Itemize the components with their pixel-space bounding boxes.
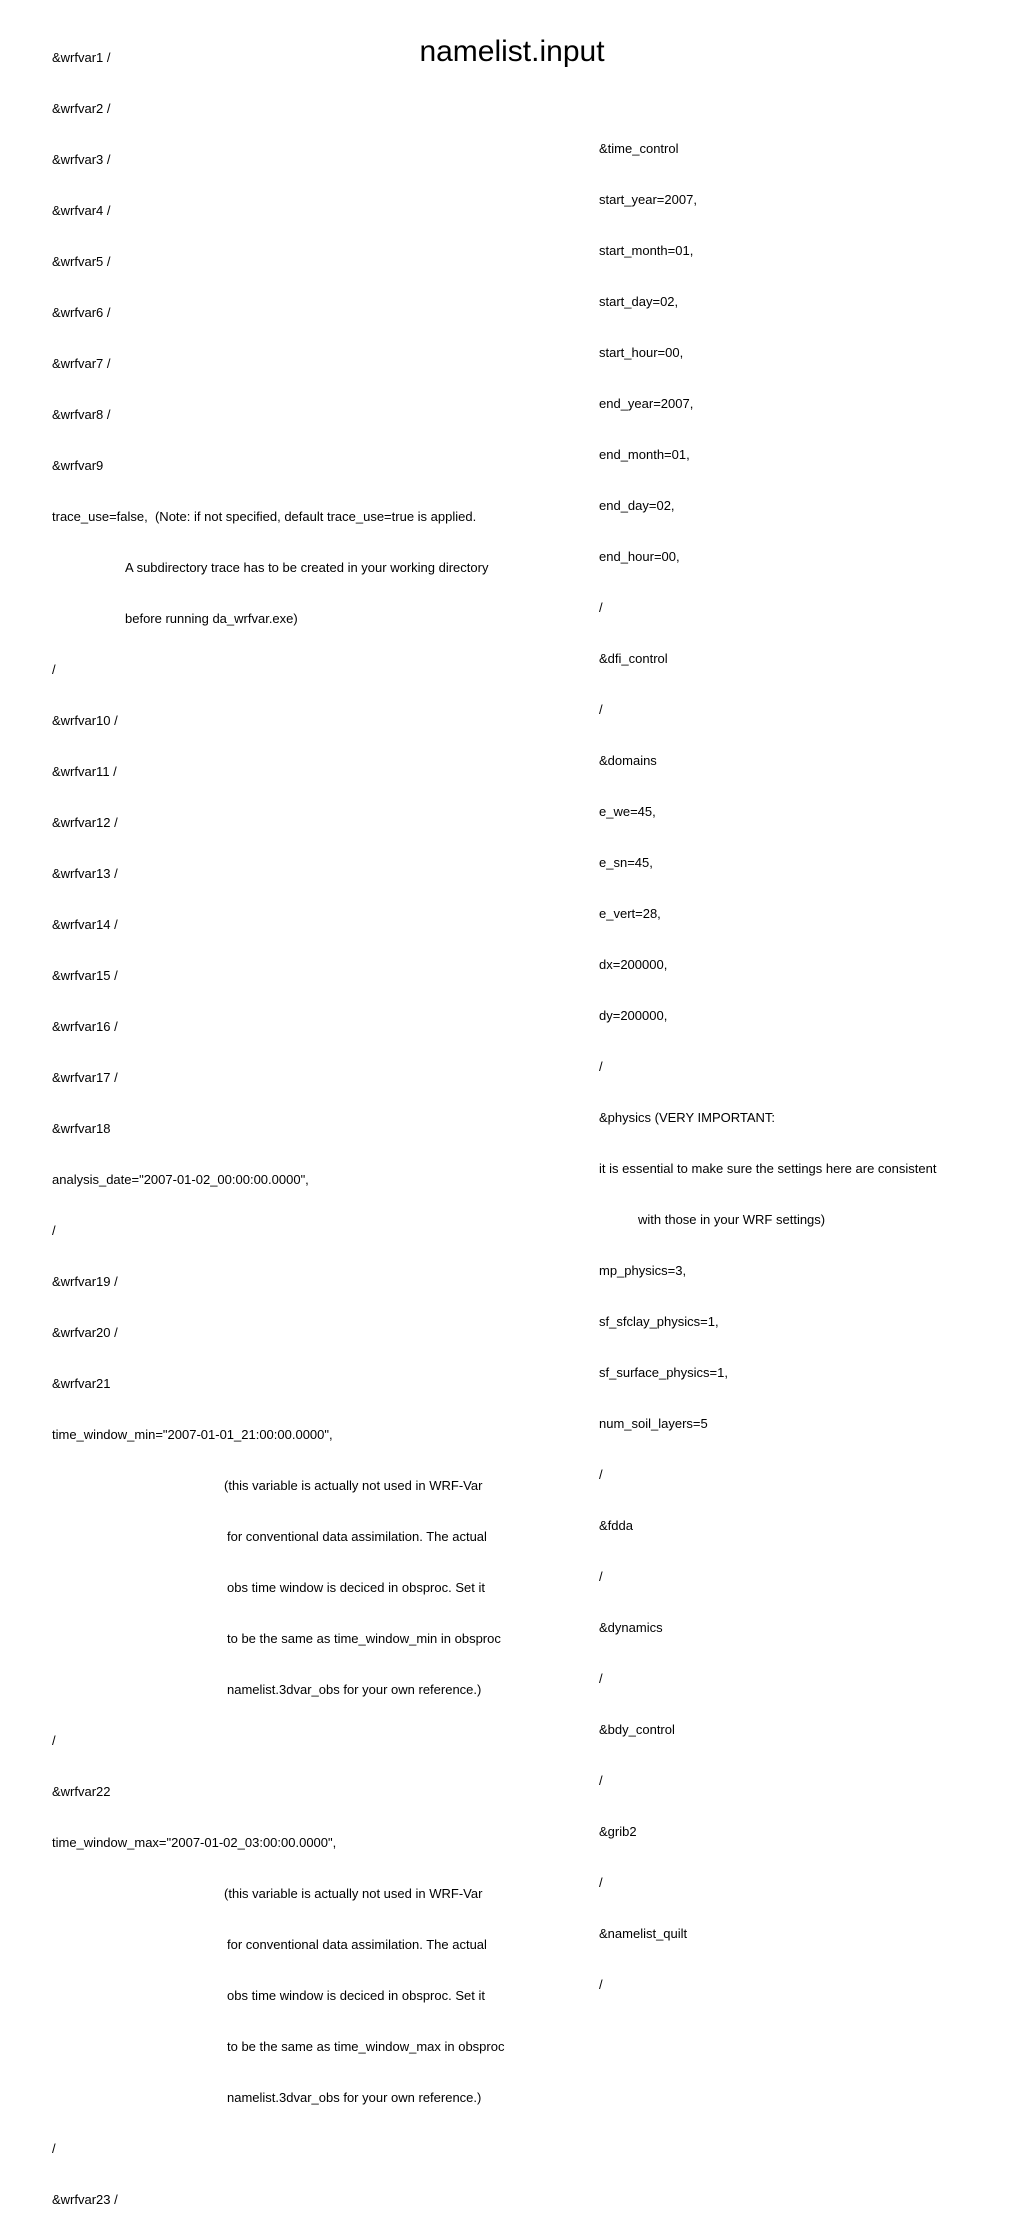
namelist-line: /: [599, 1977, 603, 1992]
namelist-line: &wrfvar23 /: [52, 2192, 118, 2207]
namelist-line: &dynamics: [599, 1620, 663, 1635]
namelist-line: &time_control: [599, 141, 679, 156]
namelist-line: &wrfvar3 /: [52, 152, 111, 167]
note-line: namelist.3dvar_obs for your own reference.): [227, 2090, 482, 2105]
namelist-line: &wrfvar10 /: [52, 713, 118, 728]
namelist-line: &wrfvar16 /: [52, 1019, 118, 1034]
namelist-line: end_day=02,: [599, 498, 675, 513]
namelist-line: &wrfvar9: [52, 458, 104, 473]
namelist-line: /: [599, 1059, 603, 1074]
namelist-line: &wrfvar18: [52, 1121, 111, 1136]
namelist-line: start_day=02,: [599, 294, 679, 309]
namelist-line: /: [599, 600, 603, 615]
namelist-line: &wrfvar15 /: [52, 968, 118, 983]
namelist-line: start_hour=00,: [599, 345, 684, 360]
namelist-line: e_sn=45,: [599, 855, 653, 870]
namelist-line: dx=200000,: [599, 957, 668, 972]
namelist-line: &wrfvar7 /: [52, 356, 111, 371]
namelist-line: &wrfvar11 /: [52, 764, 117, 779]
note-line: (this variable is actually not used in WRF-Var: [224, 1886, 483, 1901]
namelist-line: /: [52, 662, 56, 677]
note-line: before running da_wrfvar.exe): [125, 611, 298, 626]
namelist-line: start_month=01,: [599, 243, 694, 258]
namelist-line: &fdda: [599, 1518, 633, 1533]
namelist-line: &wrfvar20 /: [52, 1325, 118, 1340]
namelist-line: time_window_max="2007-01-02_03:00:00.0000",: [52, 1835, 337, 1850]
namelist-line: /: [599, 1773, 603, 1788]
namelist-line: /: [52, 1733, 56, 1748]
namelist-line: &wrfvar8 /: [52, 407, 111, 422]
namelist-line: time_window_min="2007-01-01_21:00:00.0000",: [52, 1427, 333, 1442]
namelist-line: &wrfvar13 /: [52, 866, 118, 881]
namelist-line: /: [599, 1671, 603, 1686]
namelist-line: trace_use=false, (Note: if not specified, default trace_use=true is applied.: [52, 509, 477, 524]
wrfvar-namelist-column: [52, 15, 504, 2225]
namelist-line: &physics (VERY IMPORTANT:: [599, 1110, 776, 1125]
namelist-line: &wrfvar17 /: [52, 1070, 118, 1085]
namelist-line: &wrfvar22: [52, 1784, 111, 1799]
note-line: to be the same as time_window_max in obsproc: [227, 2039, 505, 2054]
namelist-line: &wrfvar2 /: [52, 101, 111, 116]
wrf-namelist-column: [599, 106, 936, 2010]
note-line: with those in your WRF settings): [638, 1212, 826, 1227]
namelist-line: /: [52, 1223, 56, 1238]
namelist-line: end_year=2007,: [599, 396, 694, 411]
namelist-line: it is essential to make sure the settings here are consistent: [599, 1161, 937, 1176]
namelist-line: &wrfvar5 /: [52, 254, 111, 269]
namelist-line: /: [599, 1569, 603, 1584]
namelist-line: /: [599, 702, 603, 717]
namelist-line: num_soil_layers=5: [599, 1416, 708, 1431]
namelist-line: mp_physics=3,: [599, 1263, 687, 1278]
note-line: for conventional data assimilation. The actual: [227, 1529, 487, 1544]
namelist-line: &wrfvar12 /: [52, 815, 118, 830]
namelist-line: &wrfvar14 /: [52, 917, 118, 932]
namelist-line: dy=200000,: [599, 1008, 668, 1023]
namelist-line: end_month=01,: [599, 447, 690, 462]
namelist-line: &domains: [599, 753, 657, 768]
namelist-line: /: [599, 1875, 603, 1890]
namelist-line: &wrfvar21: [52, 1376, 111, 1391]
namelist-line: /: [52, 2141, 56, 2156]
namelist-line: &wrfvar4 /: [52, 203, 111, 218]
namelist-line: &wrfvar19 /: [52, 1274, 118, 1289]
note-line: to be the same as time_window_min in obsproc: [227, 1631, 501, 1646]
namelist-line: sf_sfclay_physics=1,: [599, 1314, 719, 1329]
note-line: for conventional data assimilation. The actual: [227, 1937, 487, 1952]
namelist-line: &dfi_control: [599, 651, 668, 666]
namelist-line: start_year=2007,: [599, 192, 697, 207]
namelist-line: &bdy_control: [599, 1722, 675, 1737]
namelist-line: &grib2: [599, 1824, 637, 1839]
note-line: obs time window is deciced in obsproc. Set it: [227, 1988, 485, 2003]
namelist-line: &wrfvar1 /: [52, 50, 111, 65]
namelist-line: end_hour=00,: [599, 549, 680, 564]
namelist-line: &wrfvar6 /: [52, 305, 111, 320]
namelist-line: e_vert=28,: [599, 906, 661, 921]
namelist-line: &namelist_quilt: [599, 1926, 688, 1941]
note-line: obs time window is deciced in obsproc. Set it: [227, 1580, 485, 1595]
namelist-line: analysis_date="2007-01-02_00:00:00.0000",: [52, 1172, 309, 1187]
note-line: A subdirectory trace has to be created in your working directory: [125, 560, 489, 575]
namelist-line: /: [599, 1467, 603, 1482]
note-line: (this variable is actually not used in WRF-Var: [224, 1478, 483, 1493]
note-line: namelist.3dvar_obs for your own reference.): [227, 1682, 482, 1697]
page-title: namelist.input: [419, 35, 605, 68]
namelist-line: sf_surface_physics=1,: [599, 1365, 728, 1380]
namelist-line: e_we=45,: [599, 804, 656, 819]
